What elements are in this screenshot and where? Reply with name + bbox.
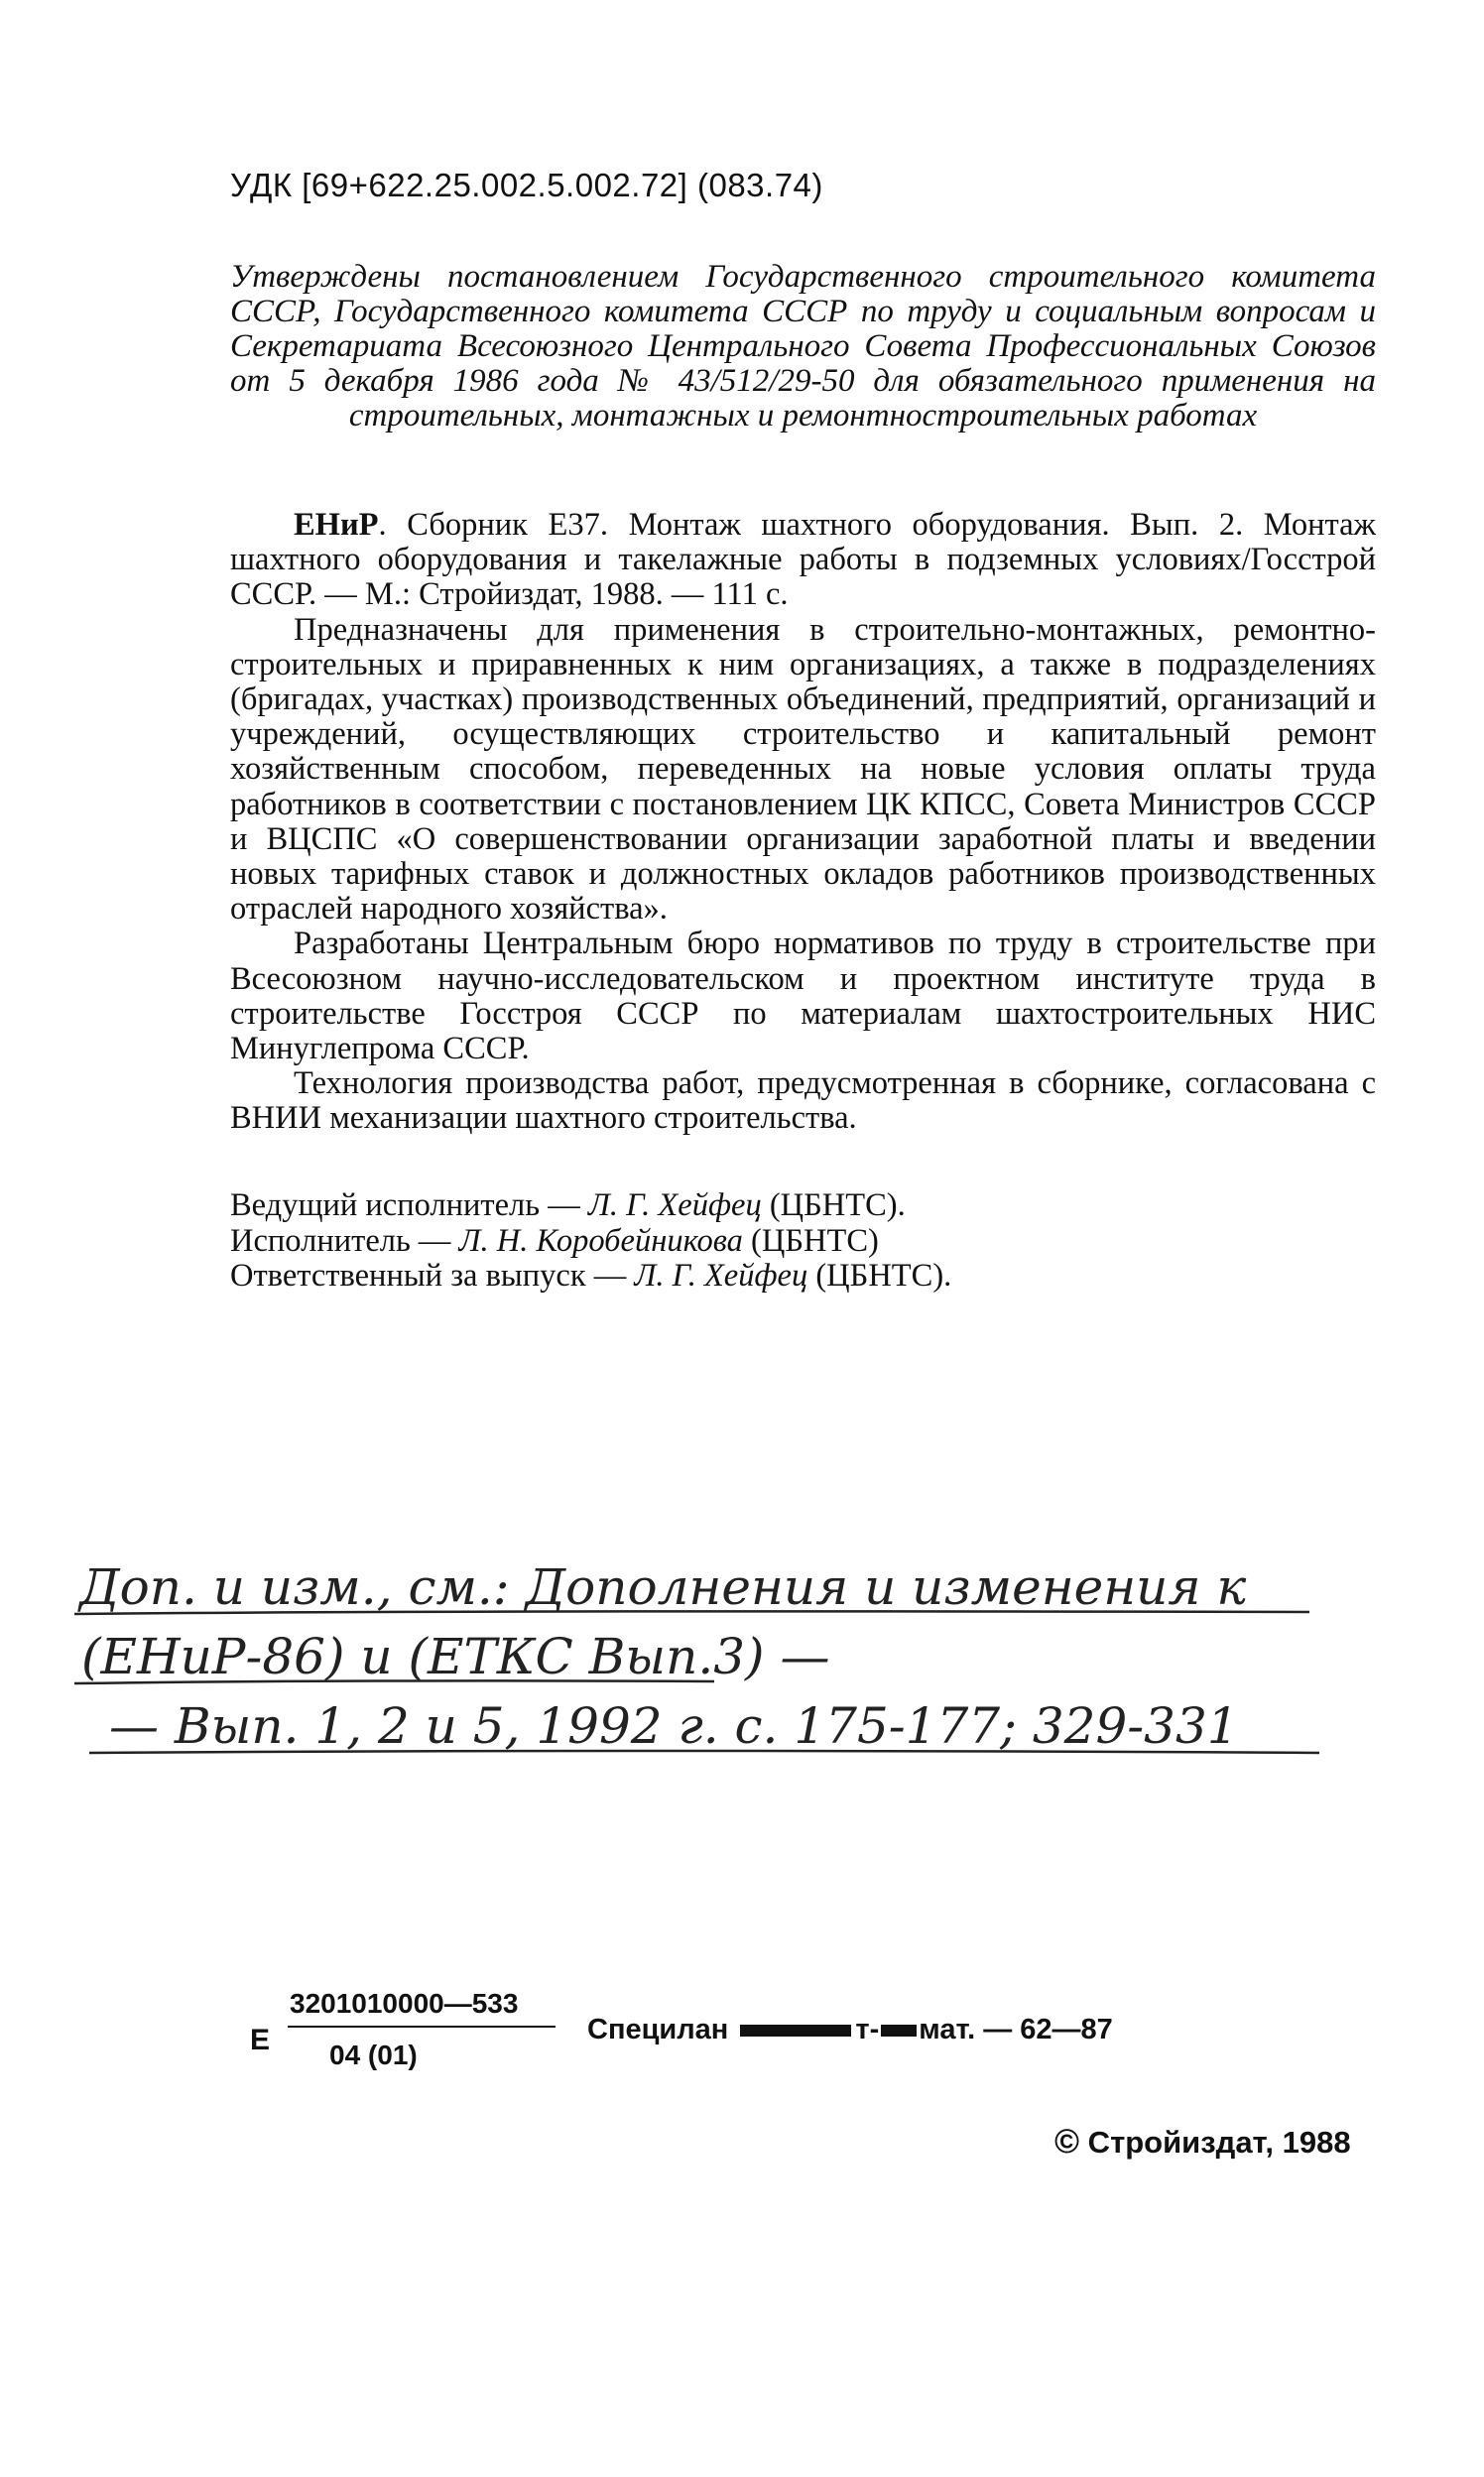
handwritten-line-2: (ЕНиР-86) и (ЕТКС Вып.3) — bbox=[81, 1628, 830, 1685]
developers-paragraph: Разработаны Центральным бюро нормативов по труду в строительстве при Всесоюзном научно-исследовательском и проектном институте труда в строительстве Госстроя СССР по материалам шахтостроительных НИС Минуглепрома СССР. bbox=[230, 926, 1376, 1067]
citation-paragraph bbox=[230, 508, 1376, 613]
credit-line-lead bbox=[230, 1188, 1376, 1224]
main-text bbox=[230, 508, 1376, 1137]
credit-line-responsible bbox=[230, 1259, 1376, 1295]
credit-org: (ЦБНТС) bbox=[742, 1222, 879, 1259]
credit-org: (ЦБНТС). bbox=[807, 1258, 952, 1294]
footer-numerator: 3201010000—533 bbox=[290, 1988, 519, 2019]
copyright bbox=[1054, 2123, 1351, 2162]
redacted-mark bbox=[879, 2019, 919, 2043]
copyright-icon: © bbox=[1054, 2123, 1080, 2161]
footer-catalog-code bbox=[250, 1984, 1252, 2083]
credit-name: Л. Г. Хейфец bbox=[634, 1258, 808, 1294]
credit-role: Ведущий исполнитель — bbox=[230, 1187, 588, 1223]
handwritten-line-3: — Вып. 1, 2 и 5, 1992 г. с. 175-177; 329-331 bbox=[109, 1697, 1239, 1755]
credit-role: Исполнитель — bbox=[230, 1222, 459, 1259]
credits-block bbox=[230, 1188, 1376, 1295]
copyright-text: Стройиздат, 1988 bbox=[1079, 2125, 1351, 2160]
spec-suffix: мат. — 62—87 bbox=[919, 2014, 1113, 2045]
spec-label: Специлан bbox=[587, 2014, 729, 2045]
fraction-line bbox=[288, 2026, 556, 2028]
handwritten-note bbox=[60, 1543, 1379, 1771]
redacted-mark bbox=[736, 2019, 855, 2043]
spec-partial: т- bbox=[855, 2014, 880, 2045]
citation-lead: ЕНиР bbox=[294, 507, 379, 543]
credit-role: Ответственный за выпуск — bbox=[230, 1258, 635, 1294]
credit-line-executor bbox=[230, 1224, 1376, 1260]
footer-letter: Е bbox=[250, 2024, 271, 2056]
credit-name: Л. Г. Хейфец bbox=[587, 1187, 762, 1223]
purpose-paragraph: Предназначены для применения в строительно-монтажных, ремонтно-строительных и приравненных к ним организациях, а также в подразделениях (бригадах, участках) производственных объединений, предприятий, организаций и учреждений, осуществляющих строительство и капитальный ремонт хозяйственным способом, переведенных на новые условия оплаты труда работников в соответствии с постановлением ЦК КПСС, Совета Министров СССР и ВЦСПС «О совершенствовании организации заработной платы и введении новых тарифных ставок и должностных окладов работников производственных отраслей народного хозяйства». bbox=[230, 611, 1376, 928]
approval-statement: Утверждены постановлением Государственного строительного комитета СССР, Государственного комитета СССР по труду и социальным вопросам и Секретариата Всесоюзного Центрального Совета Профессиональных Союзов от 5 декабря 1986 года № 43/512/29-50 для обязательного применения на строительных, монтажных и ремонтностроительных работах bbox=[230, 259, 1376, 433]
handwritten-line-1: Доп. и изм., см.: Дополнения и изменения к bbox=[79, 1558, 1247, 1616]
udk-code: УДК [69+622.25.002.5.002.72] (083.74) bbox=[230, 167, 823, 203]
footer-denominator: 04 (01) bbox=[329, 2040, 418, 2070]
footer-specplan bbox=[587, 2014, 1113, 2046]
citation-text: . Сборник Е37. Монтаж шахтного оборудования. Вып. 2. Монтаж шахтного оборудования и такелажные работы в подземных условиях/Госстрой СССР. — М.: Стройиздат, 1988. — 111 с. bbox=[230, 507, 1376, 613]
credit-name: Л. Н. Коробейникова bbox=[458, 1222, 743, 1259]
credit-org: (ЦБНТС). bbox=[761, 1187, 906, 1223]
technology-paragraph: Технология производства работ, предусмотренная в сборнике, согласована с ВНИИ механизации шахтного строительства. bbox=[230, 1065, 1376, 1137]
